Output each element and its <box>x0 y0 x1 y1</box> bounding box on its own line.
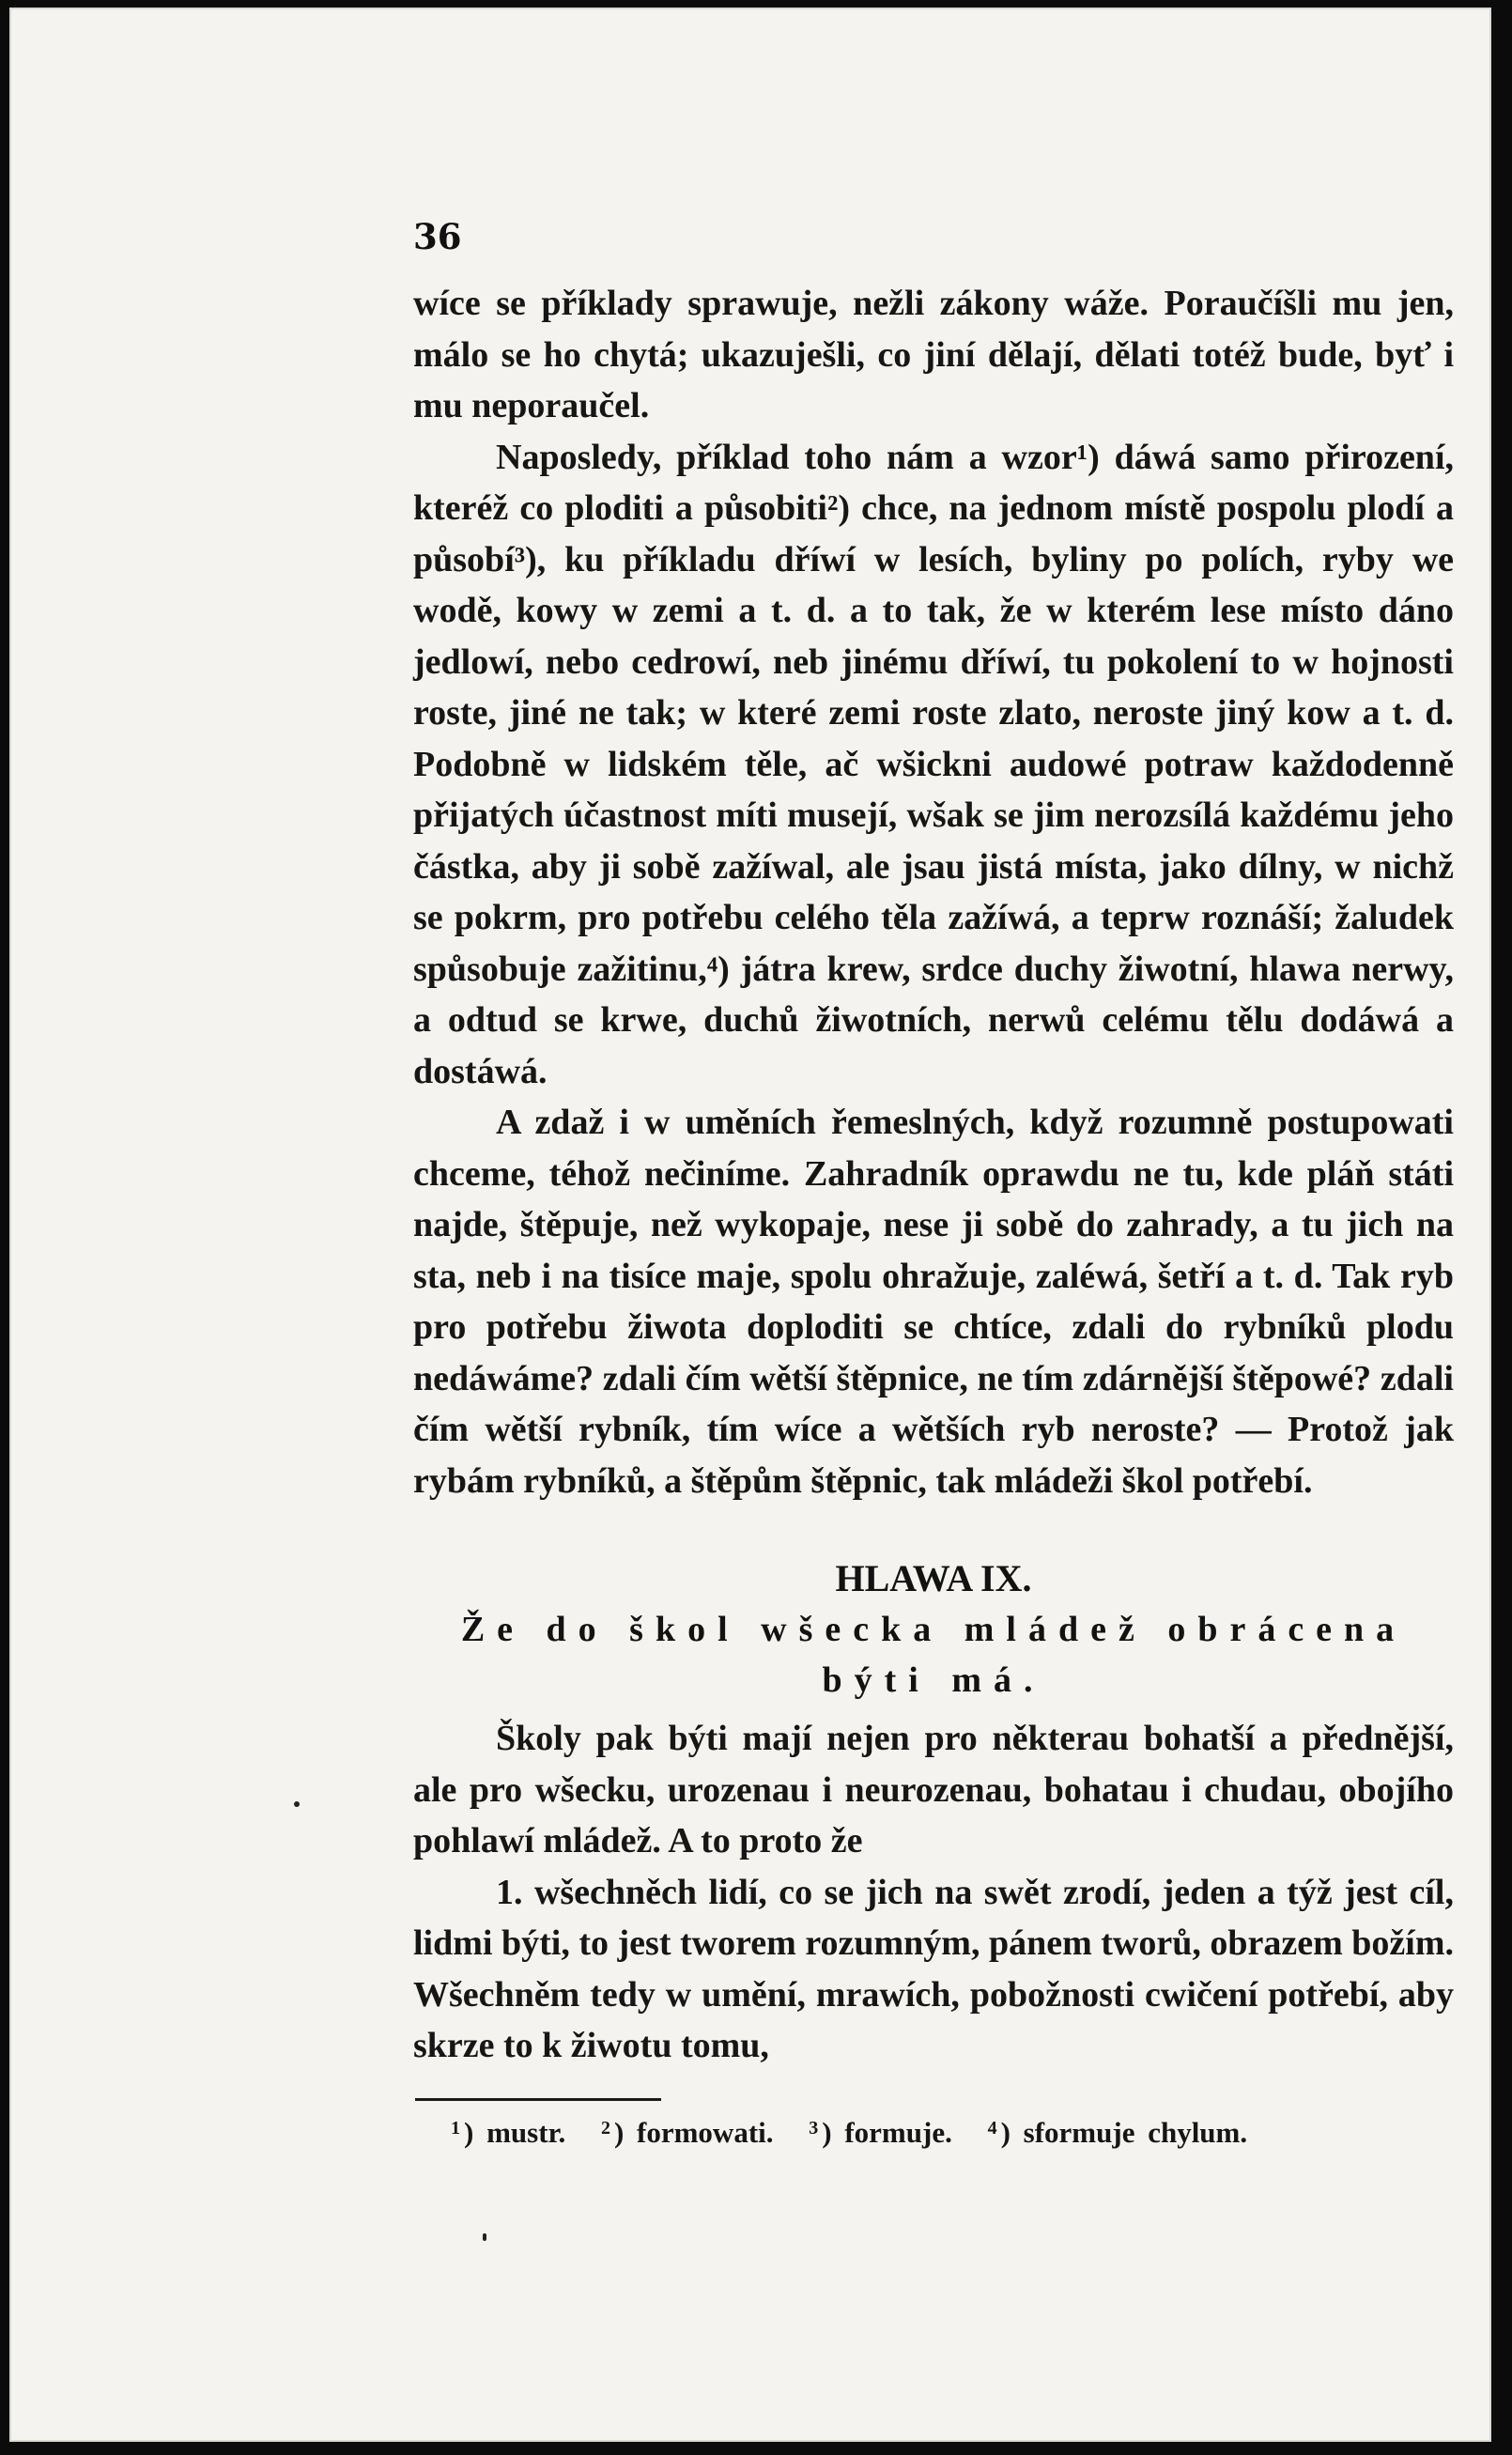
footnote-mark: 1 <box>451 2118 460 2138</box>
footnote-text: formowati. <box>637 2116 774 2149</box>
item-number: 1. <box>496 1872 523 1912</box>
footnote-mark: 4 <box>987 2118 997 2138</box>
chapter-body <box>413 1713 1454 2072</box>
print-speck <box>483 2233 486 2241</box>
footnote-divider <box>415 2098 661 2101</box>
footnote: $^4$ ) sformuje chylum. <box>987 2116 1248 2149</box>
page-number: 36 <box>413 216 462 257</box>
main-text <box>413 278 1454 2072</box>
footnote-mark: 2 <box>600 2118 610 2138</box>
footnote: $^1$ ) mustr. <box>451 2116 566 2149</box>
footnote: $^2$ ) formowati. <box>600 2116 774 2149</box>
footnote-text: sformuje chylum. <box>1023 2116 1248 2149</box>
chapter-title: HLAWA IX. <box>835 1557 1032 1599</box>
paragraph: wíce se příklady sprawuje, nežli zákony wáže. Poraučíšli mu jen, málo se ho chytá; ukazuješli, co jiní dělají, dělati totéž bude, byť i mu neporaučel. <box>413 284 1454 425</box>
footnote-text: formuje. <box>844 2116 952 2149</box>
paragraph: A zdaž i w uměních řemeslných, když rozumně postupowati chceme, téhož nečiníme. Zahradník oprawdu ne tu, kde pláň státi najde, štěpuje, než wykopaje, nese ji sobě do zahrady, a tu jich na sta, neb i na tisíce maje, spolu ohražuje, zaléwá, šetří a t. d. Tak ryb pro potřebu žiwota doploditi se chtíce, zdali do rybníků plodu nedáwáme? zdali čím wětší štěpnice, ne tím zdárnější štěpowé? zdali čím wětší rybník, tím wíce a wětších ryb neroste? — Protož jak rybám rybníků, a štěpům štěpnic, tak mládeži škol potřebí. <box>413 1103 1454 1501</box>
item-text: wšechněch lidí, co se jich na swět zrodí, jeden a týž jest cíl, lidmi býti, to jest tworem rozumným, pánem tworů, obrazem božím. Wšechněm tedy w umění, mrawích, pobožnosti cwičení potřebí, aby skrze to k žiwotu tomu, <box>413 1872 1454 2065</box>
scanned-page <box>9 8 1491 2442</box>
footnote-mark: 3 <box>809 2118 819 2138</box>
chapter-heading <box>413 1553 1454 1706</box>
paragraph: Školy pak býti mají nejen pro některau bohatší a přednější, ale pro wšecku, urozenau i neurozenau, bohatau i chudau, obojího pohlawí mládež. A to proto že <box>413 1719 1454 1861</box>
chapter-subtitle: Že do škol wšecka mládež obrácena býti má. <box>460 1610 1407 1700</box>
numbered-item <box>413 1867 1454 2072</box>
print-speck <box>294 1801 300 1807</box>
paragraph: Naposledy, příklad toho nám a wzor¹) dáwá samo přirození, kteréž co ploditi a působiti²) chce, na jednom místě pospolu plodí a působí³), ku příkladu dříwí w lesích, byliny po polích, ryby we wodě, kowy w zemi a t. d. a to tak, že w kterém lese místo dáno jedlowí, nebo cedrowí, neb jinému dříwí, tu pokolení to w hojnosti roste, jiné ne tak; w které zemi roste zlato, neroste jiný kow a t. d. Podobně w lidském těle, ač wšickni audowé potraw každodenně přijatých účastnost míti musejí, wšak se jim nerozsílá každému jeho částka, aby ji sobě zažíwal, ale jsau jistá místa, jako dílny, w nichž se pokrm, pro potřebu celého těla zažíwá, a teprw roznáší; žaludek spůsobuje zažitinu,⁴) játra krew, srdce duchy žiwotní, hlawa nerwy, a odtud se krwe, duchů žiwotních, nerwů celému tělu dodáwá a dostáwá. <box>413 437 1454 1091</box>
footnotes <box>451 2116 1270 2150</box>
footnote-text: mustr. <box>486 2116 566 2149</box>
footnote: $^3$ ) formuje. <box>809 2116 952 2149</box>
